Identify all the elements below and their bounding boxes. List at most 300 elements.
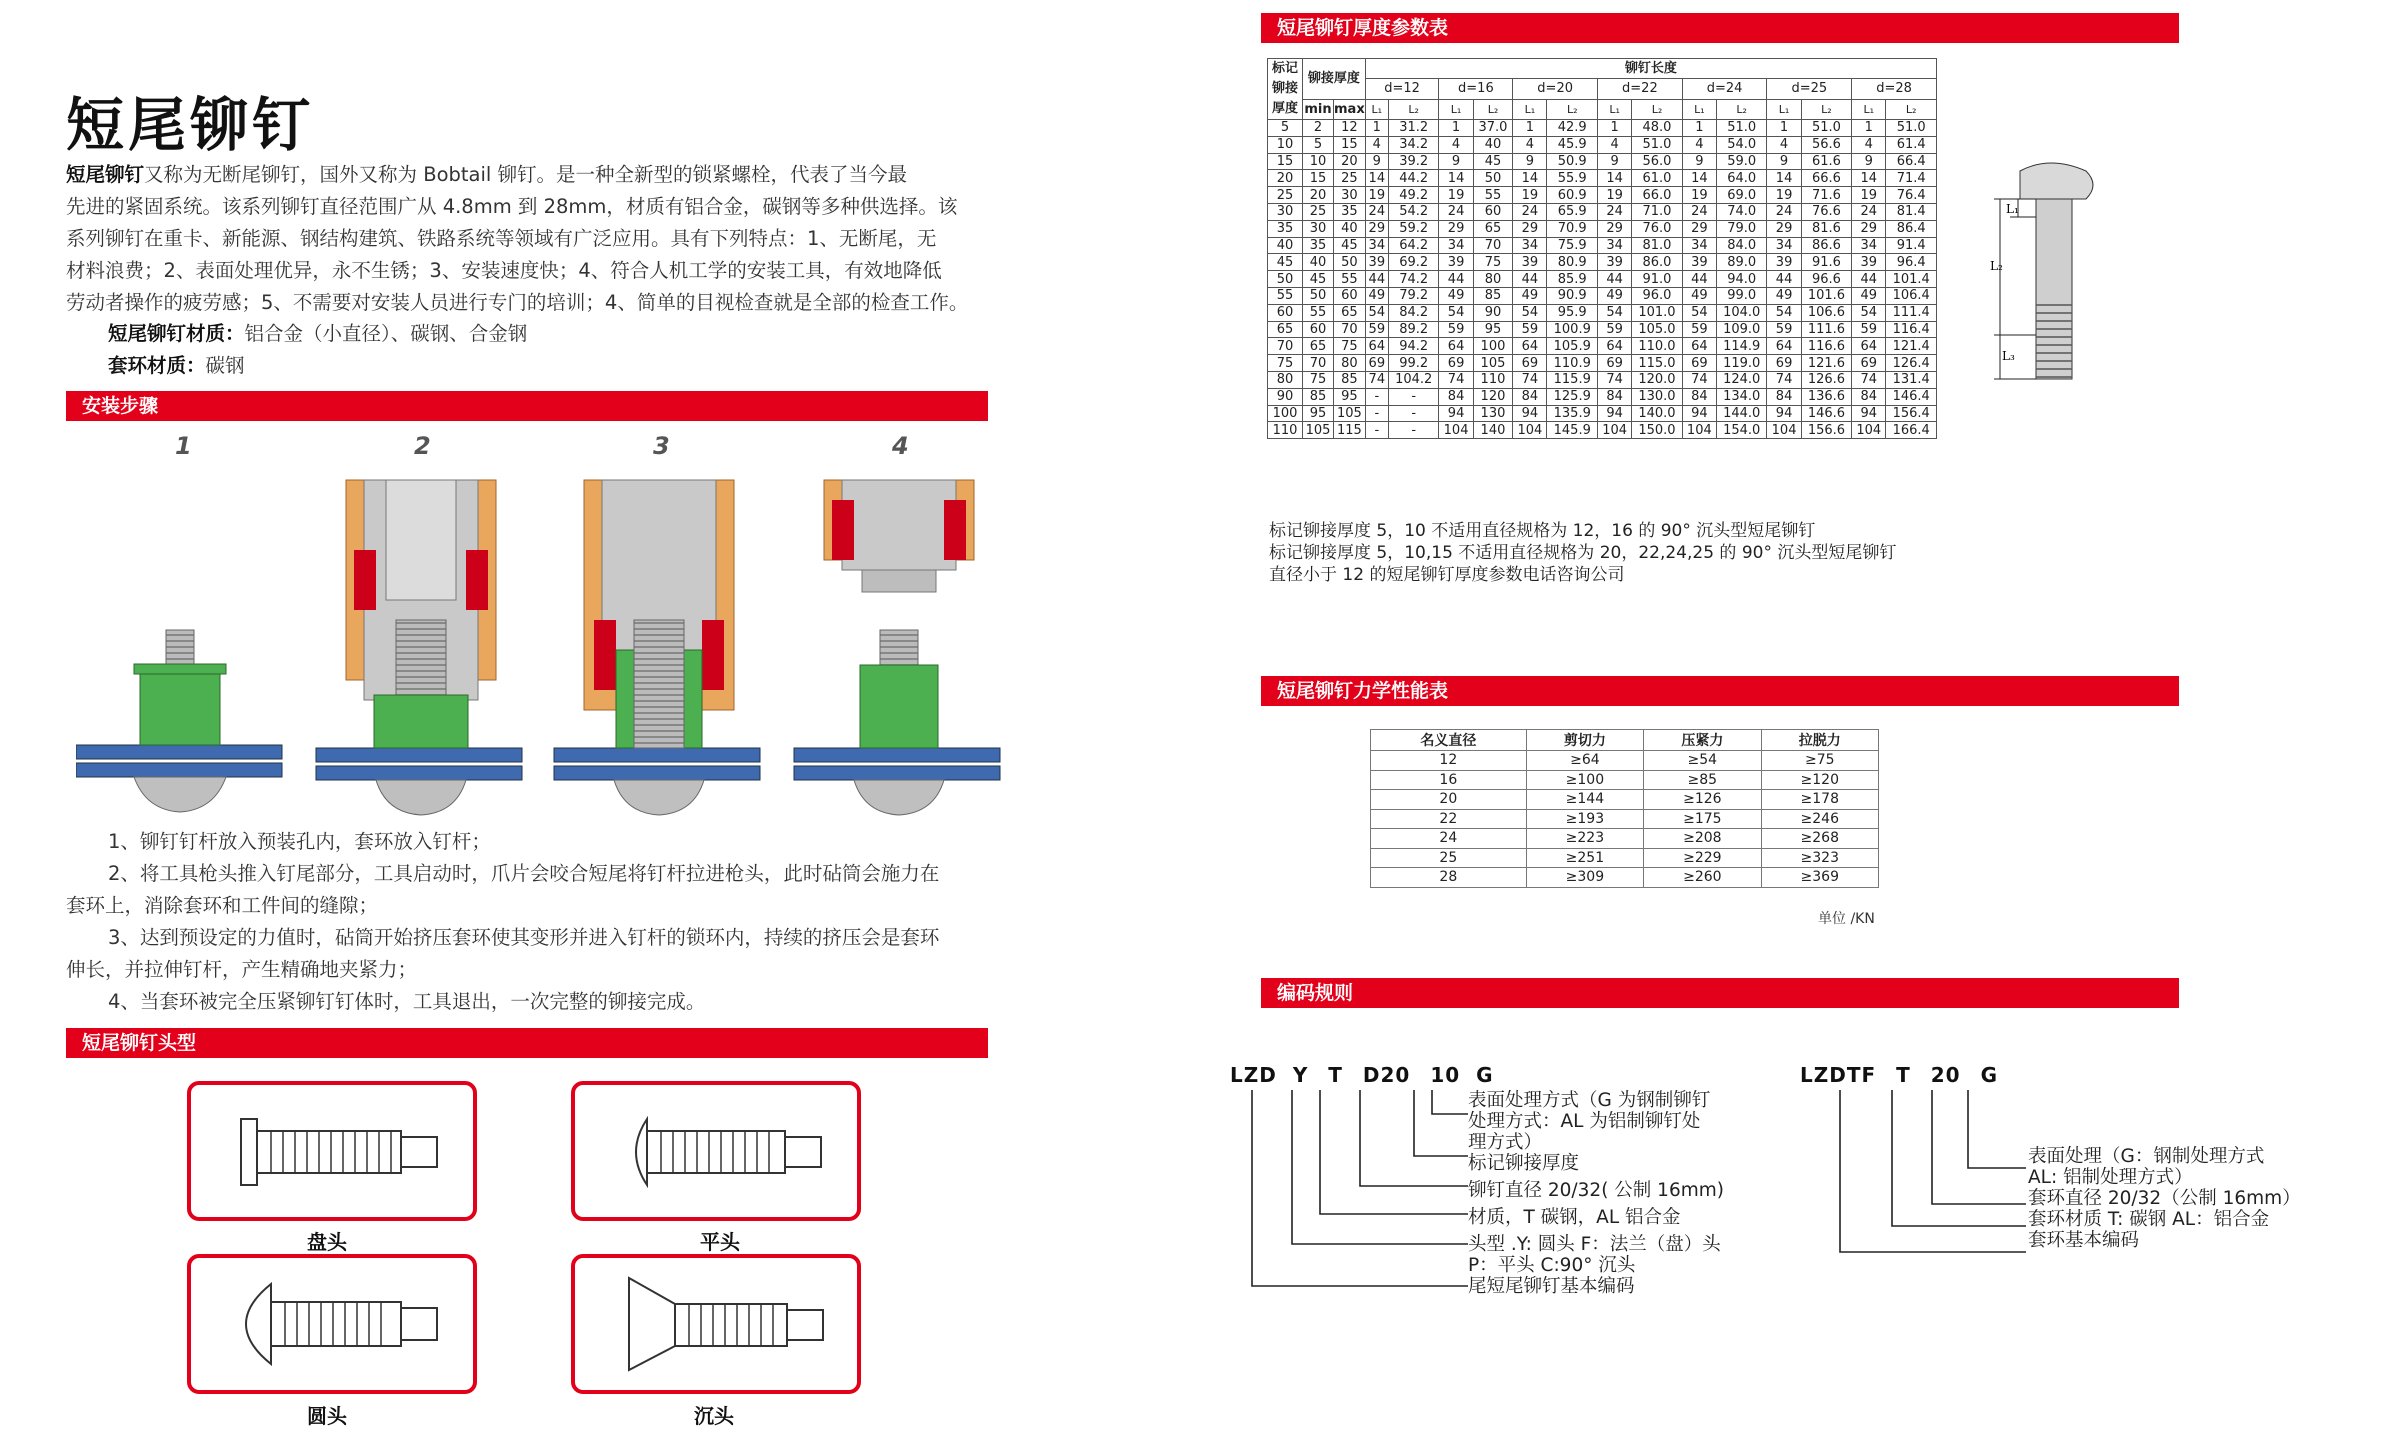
table-cell: - bbox=[1388, 422, 1439, 439]
table-cell: 16 bbox=[1371, 770, 1527, 790]
table-cell: 4 bbox=[1682, 136, 1716, 153]
table-cell: 56.0 bbox=[1632, 153, 1683, 170]
table-cell: 24 bbox=[1513, 203, 1547, 220]
collar-code-connectors bbox=[1830, 1090, 2030, 1260]
table-cell: 69 bbox=[1682, 355, 1716, 372]
col-marked-thickness: 标记铆接厚度 bbox=[1268, 59, 1303, 120]
table-cell: 20 bbox=[1334, 153, 1366, 170]
table-cell: 54 bbox=[1852, 304, 1886, 321]
table-cell: 51.0 bbox=[1801, 120, 1852, 137]
note-line: 标记铆接厚度 5，10 不适用直径规格为 12，16 的 90° 沉头型短尾铆钉 bbox=[1269, 521, 1816, 541]
table-cell: 105 bbox=[1473, 355, 1513, 372]
col-l1: L₁ bbox=[1598, 99, 1632, 119]
col-l2: L₂ bbox=[1886, 99, 1937, 119]
material-value: 铝合金（小直径）、碳钢、合金钢 bbox=[244, 322, 528, 345]
table-cell: 44 bbox=[1598, 271, 1632, 288]
table-cell: 104 bbox=[1513, 422, 1547, 439]
table-cell: ≥54 bbox=[1644, 751, 1761, 771]
table-cell: 59 bbox=[1767, 321, 1801, 338]
table-row bbox=[1371, 809, 1879, 829]
table-cell: 115 bbox=[1334, 422, 1366, 439]
table-cell: 45 bbox=[1268, 254, 1303, 271]
table-cell: 50 bbox=[1473, 170, 1513, 187]
head-type-label-pan: 盘头 bbox=[307, 1230, 347, 1254]
table-cell: 104.2 bbox=[1388, 371, 1439, 388]
install-steps-text bbox=[66, 826, 1026, 1018]
table-cell: 136.6 bbox=[1801, 388, 1852, 405]
table-cell: ≥126 bbox=[1644, 790, 1761, 810]
table-cell: 140.0 bbox=[1632, 405, 1683, 422]
intro-paragraph bbox=[66, 159, 1016, 319]
collar-value: 碳钢 bbox=[205, 354, 245, 377]
table-cell: 39 bbox=[1365, 254, 1388, 271]
mech-table-header: 短尾铆钉力学性能表 bbox=[1261, 676, 2179, 706]
col-l2: L₂ bbox=[1388, 99, 1439, 119]
table-cell: 120 bbox=[1473, 388, 1513, 405]
table-cell: 4 bbox=[1767, 136, 1801, 153]
unit-label: 单位 /KN bbox=[1818, 911, 1875, 927]
table-cell: 29 bbox=[1767, 220, 1801, 237]
table-cell: 9 bbox=[1513, 153, 1547, 170]
col-diameter: d=24 bbox=[1682, 79, 1767, 99]
table-cell: 75 bbox=[1303, 371, 1334, 388]
table-cell: 90 bbox=[1473, 304, 1513, 321]
table-cell: 105.0 bbox=[1632, 321, 1683, 338]
code-segment: LZDTF bbox=[1800, 1063, 1877, 1087]
head-type-box-flat bbox=[571, 1081, 861, 1221]
table-cell: 60.9 bbox=[1547, 187, 1598, 204]
table-cell: 74 bbox=[1513, 371, 1547, 388]
table-cell: ≥369 bbox=[1761, 868, 1878, 888]
table-cell: 45.9 bbox=[1547, 136, 1598, 153]
col-diameter: d=25 bbox=[1767, 79, 1852, 99]
table-cell: 64.2 bbox=[1388, 237, 1439, 254]
table-cell: 54 bbox=[1513, 304, 1547, 321]
table-cell: 29 bbox=[1852, 220, 1886, 237]
table-cell: 20 bbox=[1268, 170, 1303, 187]
code-segment: T bbox=[1328, 1063, 1343, 1087]
col-l2: L₂ bbox=[1632, 99, 1683, 119]
table-cell: 70 bbox=[1303, 355, 1334, 372]
table-cell: 44.2 bbox=[1388, 170, 1439, 187]
table-row bbox=[1371, 770, 1879, 790]
table-cell: 64 bbox=[1852, 338, 1886, 355]
table-cell: ≥193 bbox=[1526, 809, 1643, 829]
head-type-label-round: 圆头 bbox=[307, 1404, 347, 1428]
code-desc: 处理方式：AL 为铝制铆钉处 bbox=[1468, 1111, 1701, 1132]
col-l1: L₁ bbox=[1513, 99, 1547, 119]
table-cell: 9 bbox=[1598, 153, 1632, 170]
table-cell: 65 bbox=[1473, 220, 1513, 237]
step-text: 伸长，并拉伸钉杆，产生精确地夹紧力； bbox=[66, 958, 418, 981]
table-cell: ≥144 bbox=[1526, 790, 1643, 810]
table-cell: 74.0 bbox=[1716, 203, 1767, 220]
table-row bbox=[1268, 153, 1937, 170]
table-cell: 64 bbox=[1365, 338, 1388, 355]
col-rivet-length: 铆钉长度 bbox=[1365, 59, 1936, 79]
table-cell: 30 bbox=[1334, 187, 1366, 204]
col-l1: L₁ bbox=[1439, 99, 1473, 119]
table-cell: 51.0 bbox=[1632, 136, 1683, 153]
table-cell: 64 bbox=[1439, 338, 1473, 355]
table-cell: 84 bbox=[1767, 388, 1801, 405]
step-text: 3、达到预设定的力值时，砧筒开始挤压套环使其变形并进入钉杆的锁环内，持续的挤压会是套环 bbox=[108, 926, 940, 949]
table-cell: 94 bbox=[1598, 405, 1632, 422]
table-cell: 146.6 bbox=[1801, 405, 1852, 422]
table-cell: 94 bbox=[1513, 405, 1547, 422]
code-desc: 理方式） bbox=[1468, 1132, 1543, 1153]
table-cell: 96.4 bbox=[1886, 254, 1937, 271]
table-cell: 10 bbox=[1268, 136, 1303, 153]
table-cell: 70 bbox=[1268, 338, 1303, 355]
table-cell: 96.0 bbox=[1632, 287, 1683, 304]
table-cell: 61.0 bbox=[1632, 170, 1683, 187]
table-cell: 29 bbox=[1513, 220, 1547, 237]
table-cell: 109.0 bbox=[1716, 321, 1767, 338]
step-number: 4 bbox=[892, 432, 909, 460]
table-cell: 30 bbox=[1303, 220, 1334, 237]
table-cell: 55.9 bbox=[1547, 170, 1598, 187]
table-cell: 120.0 bbox=[1632, 371, 1683, 388]
table-cell: 104 bbox=[1439, 422, 1473, 439]
table-cell: 85 bbox=[1303, 388, 1334, 405]
table-cell: 84.2 bbox=[1388, 304, 1439, 321]
table-cell: 59.2 bbox=[1388, 220, 1439, 237]
table-cell: 55 bbox=[1303, 304, 1334, 321]
table-cell: 86.0 bbox=[1632, 254, 1683, 271]
head-type-label-countersunk: 沉头 bbox=[694, 1404, 734, 1428]
table-cell: ≥246 bbox=[1761, 809, 1878, 829]
intro-line: 系列铆钉在重卡、新能源、钢结构建筑、铁路系统等领域有广泛应用。具有下列特点：1、无断尾，无 bbox=[66, 227, 937, 250]
table-cell: 66.0 bbox=[1632, 187, 1683, 204]
table-cell: 54.0 bbox=[1716, 136, 1767, 153]
code-desc: 表面处理方式（G 为钢制铆钉 bbox=[1468, 1090, 1711, 1111]
table-cell: ≥120 bbox=[1761, 770, 1878, 790]
install-steps-header: 安装步骤 bbox=[66, 391, 988, 421]
table-cell: 106.6 bbox=[1801, 304, 1852, 321]
note-line: 直径小于 12 的短尾铆钉厚度参数电话咨询公司 bbox=[1269, 565, 1625, 585]
countersunk-head-rivet-icon bbox=[575, 1258, 857, 1390]
thickness-table bbox=[1267, 58, 1937, 439]
table-cell: 96.6 bbox=[1801, 271, 1852, 288]
table-cell: - bbox=[1388, 388, 1439, 405]
table-cell: 39 bbox=[1852, 254, 1886, 271]
table-cell: 71.0 bbox=[1632, 203, 1683, 220]
table-cell: 110.9 bbox=[1547, 355, 1598, 372]
step-text: 1、铆钉钉杆放入预装孔内，套环放入钉杆； bbox=[108, 830, 491, 853]
table-cell: 19 bbox=[1767, 187, 1801, 204]
table-cell: 100.9 bbox=[1547, 321, 1598, 338]
table-cell: 69.0 bbox=[1716, 187, 1767, 204]
table-cell: 54 bbox=[1598, 304, 1632, 321]
table-cell: 69 bbox=[1513, 355, 1547, 372]
code-segment: Y bbox=[1292, 1063, 1309, 1087]
table-cell: 51.0 bbox=[1716, 120, 1767, 137]
table-cell: 34 bbox=[1513, 237, 1547, 254]
table-cell: 59 bbox=[1365, 321, 1388, 338]
table-cell: 60 bbox=[1334, 287, 1366, 304]
table-cell: 44 bbox=[1513, 271, 1547, 288]
table-cell: 10 bbox=[1303, 153, 1334, 170]
table-cell: 95.9 bbox=[1547, 304, 1598, 321]
table-row bbox=[1268, 271, 1937, 288]
table-cell: 104 bbox=[1598, 422, 1632, 439]
mechanical-properties-table bbox=[1370, 729, 1879, 888]
table-cell: 115.0 bbox=[1632, 355, 1683, 372]
table-cell: 40 bbox=[1334, 220, 1366, 237]
table-cell: 74 bbox=[1598, 371, 1632, 388]
table-cell: 54 bbox=[1682, 304, 1716, 321]
table-cell: 116.6 bbox=[1801, 338, 1852, 355]
table-cell: 74 bbox=[1439, 371, 1473, 388]
table-cell: 55 bbox=[1473, 187, 1513, 204]
step-3-illustration bbox=[554, 480, 760, 815]
table-cell: 81.0 bbox=[1632, 237, 1683, 254]
rivet-code-descriptions bbox=[1468, 1090, 1724, 1297]
col-diameter: d=16 bbox=[1439, 79, 1513, 99]
table-cell: ≥64 bbox=[1526, 751, 1643, 771]
table-cell: 28 bbox=[1371, 868, 1527, 888]
table-cell: 60 bbox=[1473, 203, 1513, 220]
table-cell: 4 bbox=[1365, 136, 1388, 153]
col-diameter: d=20 bbox=[1513, 79, 1598, 99]
table-cell: 69.2 bbox=[1388, 254, 1439, 271]
table-cell: 65.9 bbox=[1547, 203, 1598, 220]
table-cell: 86.6 bbox=[1801, 237, 1852, 254]
table-cell: 39 bbox=[1682, 254, 1716, 271]
table-row bbox=[1268, 237, 1937, 254]
table-cell: 19 bbox=[1439, 187, 1473, 204]
table-cell: 66.4 bbox=[1886, 153, 1937, 170]
table-cell: 81.4 bbox=[1886, 203, 1937, 220]
col-l2: L₂ bbox=[1716, 99, 1767, 119]
code-desc: 套环材质 T: 碳钢 AL：铝合金 bbox=[2028, 1209, 2270, 1230]
table-cell: 90 bbox=[1268, 388, 1303, 405]
table-cell: 124.0 bbox=[1716, 371, 1767, 388]
page-title: 短尾铆钉 bbox=[66, 91, 315, 159]
table-cell: 45 bbox=[1334, 237, 1366, 254]
table-row bbox=[1268, 338, 1937, 355]
table-cell: 14 bbox=[1439, 170, 1473, 187]
collar-label: 套环材质： bbox=[108, 354, 206, 377]
table-cell: 2 bbox=[1303, 120, 1334, 137]
installation-steps-illustration bbox=[76, 470, 1006, 830]
table-cell: 84 bbox=[1682, 388, 1716, 405]
table-cell: 59 bbox=[1682, 321, 1716, 338]
table-cell: 20 bbox=[1371, 790, 1527, 810]
table-cell: 99.0 bbox=[1716, 287, 1767, 304]
table-cell: 104 bbox=[1767, 422, 1801, 439]
table-cell: 74.2 bbox=[1388, 271, 1439, 288]
table-cell: 50 bbox=[1334, 254, 1366, 271]
intro-line: 劳动者操作的疲劳感；5、不需要对安装人员进行专门的培训；4、简单的目视检查就是全部的检查工作。 bbox=[66, 291, 969, 314]
flat-head-rivet-icon bbox=[575, 1085, 857, 1217]
table-row bbox=[1371, 848, 1879, 868]
mech-col-header: 拉脱力 bbox=[1761, 730, 1878, 751]
table-cell: 66.6 bbox=[1801, 170, 1852, 187]
table-cell: 76.0 bbox=[1632, 220, 1683, 237]
table-cell: 64 bbox=[1598, 338, 1632, 355]
table-cell: 39 bbox=[1767, 254, 1801, 271]
head-type-box-round bbox=[187, 1254, 477, 1394]
code-desc: 表面处理（G：钢制处理方式 bbox=[2028, 1146, 2265, 1167]
table-cell: 100 bbox=[1473, 338, 1513, 355]
table-cell: 35 bbox=[1268, 220, 1303, 237]
col-min: min bbox=[1303, 99, 1334, 119]
table-cell: 95 bbox=[1334, 388, 1366, 405]
table-cell: 99.2 bbox=[1388, 355, 1439, 372]
table-cell: 125.9 bbox=[1547, 388, 1598, 405]
intro-line: 先进的紧固系统。该系列铆钉直径范围广从 4.8mm 到 28mm，材质有铝合金，碳钢等多种供选择。该 bbox=[66, 195, 958, 218]
table-cell: 50 bbox=[1268, 271, 1303, 288]
table-cell: 65 bbox=[1268, 321, 1303, 338]
collar-code bbox=[1800, 1063, 1998, 1087]
table-cell: 84.0 bbox=[1716, 237, 1767, 254]
code-desc: P：平头 C:90° 沉头 bbox=[1468, 1255, 1636, 1276]
table-cell: 19 bbox=[1682, 187, 1716, 204]
l3-label: L₃ bbox=[2002, 349, 2015, 363]
table-cell: 90.9 bbox=[1547, 287, 1598, 304]
table-cell: - bbox=[1365, 388, 1388, 405]
table-cell: 145.9 bbox=[1547, 422, 1598, 439]
table-cell: 39 bbox=[1513, 254, 1547, 271]
col-l1: L₁ bbox=[1682, 99, 1716, 119]
code-segment: 10 bbox=[1430, 1063, 1461, 1087]
table-cell: 1 bbox=[1439, 120, 1473, 137]
col-max: max bbox=[1334, 99, 1366, 119]
table-cell: 45 bbox=[1473, 153, 1513, 170]
col-l2: L₂ bbox=[1801, 99, 1852, 119]
table-cell: 24 bbox=[1439, 203, 1473, 220]
table-cell: 1 bbox=[1513, 120, 1547, 137]
mech-col-header: 名义直径 bbox=[1371, 730, 1527, 751]
table-cell: 35 bbox=[1334, 203, 1366, 220]
table-row bbox=[1268, 254, 1937, 271]
table-row bbox=[1268, 220, 1937, 237]
table-cell: 54 bbox=[1767, 304, 1801, 321]
table-cell: 69 bbox=[1439, 355, 1473, 372]
table-cell: 14 bbox=[1598, 170, 1632, 187]
table-cell: 9 bbox=[1852, 153, 1886, 170]
table-cell: 44 bbox=[1852, 271, 1886, 288]
table-cell: 69 bbox=[1598, 355, 1632, 372]
table-cell: 116.4 bbox=[1886, 321, 1937, 338]
table-cell: 34 bbox=[1767, 237, 1801, 254]
step-2-illustration bbox=[316, 480, 522, 815]
table-cell: 29 bbox=[1365, 220, 1388, 237]
pan-head-rivet-icon bbox=[191, 1085, 473, 1217]
table-cell: ≥85 bbox=[1644, 770, 1761, 790]
table-cell: 5 bbox=[1268, 120, 1303, 137]
table-cell: 76.6 bbox=[1801, 203, 1852, 220]
table-cell: 80 bbox=[1268, 371, 1303, 388]
table-cell: 54.2 bbox=[1388, 203, 1439, 220]
table-cell: ≥260 bbox=[1644, 868, 1761, 888]
table-cell: 44 bbox=[1439, 271, 1473, 288]
table-cell: 85 bbox=[1334, 371, 1366, 388]
table-cell: 39.2 bbox=[1388, 153, 1439, 170]
table-cell: 70.9 bbox=[1547, 220, 1598, 237]
table-cell: 12 bbox=[1334, 120, 1366, 137]
table-cell: 71.6 bbox=[1801, 187, 1852, 204]
table-cell: 40 bbox=[1303, 254, 1334, 271]
table-cell: 59.0 bbox=[1716, 153, 1767, 170]
head-type-label-flat: 平头 bbox=[700, 1230, 740, 1254]
table-cell: 54 bbox=[1439, 304, 1473, 321]
table-cell: 25 bbox=[1303, 203, 1334, 220]
table-cell: ≥208 bbox=[1644, 829, 1761, 849]
table-cell: 104 bbox=[1682, 422, 1716, 439]
table-row bbox=[1268, 120, 1937, 137]
table-cell: 146.4 bbox=[1886, 388, 1937, 405]
code-segment: D20 bbox=[1362, 1063, 1411, 1087]
table-cell: 49 bbox=[1513, 287, 1547, 304]
col-grip-range: 铆接厚度 bbox=[1303, 59, 1366, 100]
rivet-code-connectors bbox=[1240, 1090, 1480, 1300]
table-cell: 29 bbox=[1439, 220, 1473, 237]
table-cell: 55 bbox=[1268, 287, 1303, 304]
table-cell: 44 bbox=[1767, 271, 1801, 288]
table-cell: 1 bbox=[1598, 120, 1632, 137]
table-cell: 61.6 bbox=[1801, 153, 1852, 170]
table-cell: 15 bbox=[1334, 136, 1366, 153]
head-type-box-countersunk bbox=[571, 1254, 861, 1394]
col-l2: L₂ bbox=[1547, 99, 1598, 119]
table-cell: 39 bbox=[1439, 254, 1473, 271]
table-cell: 89.2 bbox=[1388, 321, 1439, 338]
table-row bbox=[1268, 321, 1937, 338]
table-cell: 70 bbox=[1473, 237, 1513, 254]
table-cell: 37.0 bbox=[1473, 120, 1513, 137]
table-cell: 94.0 bbox=[1716, 271, 1767, 288]
table-cell: 105 bbox=[1303, 422, 1334, 439]
table-cell: 104 bbox=[1852, 422, 1886, 439]
code-desc: 材质，T 碳钢，AL 铝合金 bbox=[1468, 1207, 1681, 1228]
step-number: 2 bbox=[414, 432, 431, 460]
table-cell: 95 bbox=[1473, 321, 1513, 338]
table-cell: 59 bbox=[1598, 321, 1632, 338]
table-cell: - bbox=[1365, 405, 1388, 422]
code-segment: T bbox=[1896, 1063, 1911, 1087]
table-row bbox=[1371, 790, 1879, 810]
code-desc: AL: 铝制处理方式） bbox=[2028, 1167, 2193, 1188]
table-cell: 130 bbox=[1473, 405, 1513, 422]
table-cell: 1 bbox=[1365, 120, 1388, 137]
table-cell: 39 bbox=[1598, 254, 1632, 271]
table-row bbox=[1268, 304, 1937, 321]
table-cell: 126.6 bbox=[1801, 371, 1852, 388]
table-cell: 9 bbox=[1767, 153, 1801, 170]
code-desc: 铆钉直径 20/32( 公制 16mm) bbox=[1468, 1180, 1724, 1201]
table-cell: 49 bbox=[1682, 287, 1716, 304]
table-cell: 59 bbox=[1513, 321, 1547, 338]
collar-material-line bbox=[108, 350, 245, 382]
table-cell: 156.4 bbox=[1886, 405, 1937, 422]
table-cell: 15 bbox=[1303, 170, 1334, 187]
table-cell: 49 bbox=[1852, 287, 1886, 304]
table-cell: 64 bbox=[1513, 338, 1547, 355]
table-cell: 56.6 bbox=[1801, 136, 1852, 153]
table-cell: 40 bbox=[1473, 136, 1513, 153]
col-l1: L₁ bbox=[1852, 99, 1886, 119]
table-cell: 75 bbox=[1268, 355, 1303, 372]
table-row bbox=[1268, 170, 1937, 187]
table-cell: 79.2 bbox=[1388, 287, 1439, 304]
table-cell: 126.4 bbox=[1886, 355, 1937, 372]
table-cell: 49 bbox=[1365, 287, 1388, 304]
table-cell: 94 bbox=[1852, 405, 1886, 422]
table-cell: 19 bbox=[1598, 187, 1632, 204]
